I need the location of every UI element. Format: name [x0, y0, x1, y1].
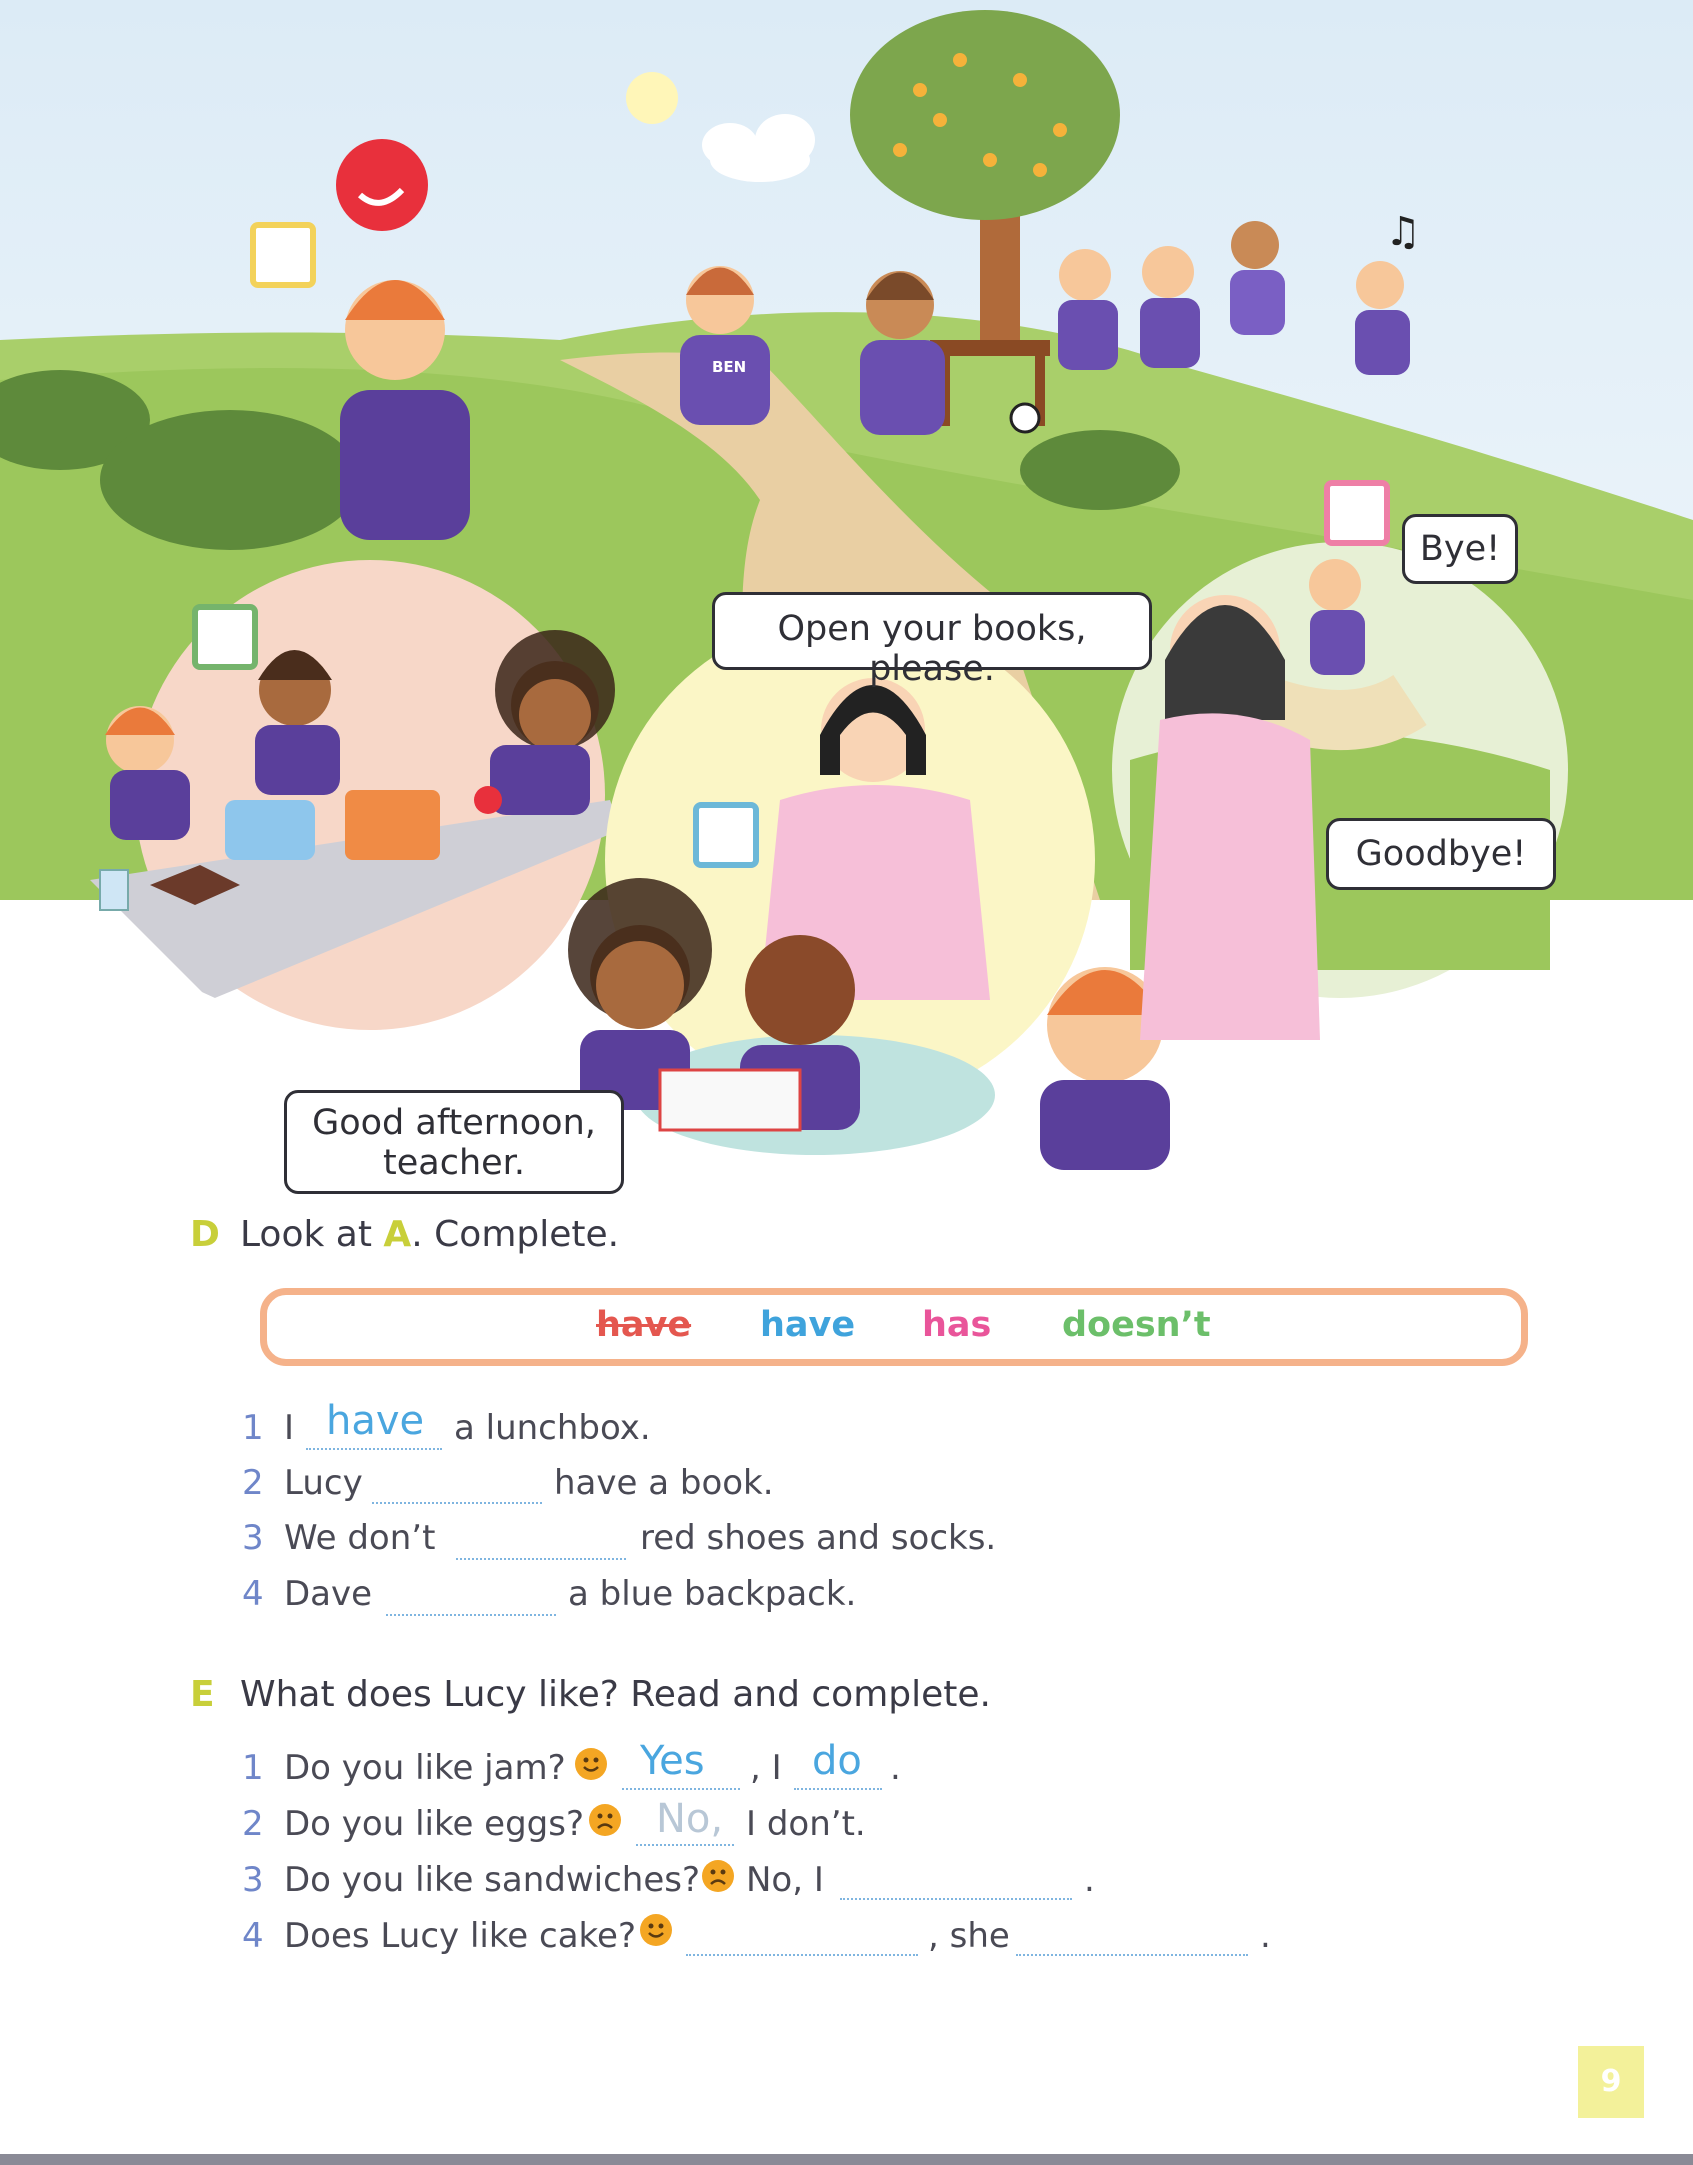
item-text-before: I [284, 1408, 295, 1448]
checkbox-pink[interactable] [1324, 480, 1390, 546]
checkbox-green[interactable] [192, 604, 258, 670]
goodbye-circle [1112, 542, 1568, 1040]
answer-end-text: . [1260, 1916, 1271, 1956]
answer-blank[interactable] [840, 1896, 1072, 1900]
exercise-d-title-end: . Complete. [411, 1214, 620, 1255]
item-number: 3 [242, 1860, 264, 1900]
lunchbox-blue [225, 800, 315, 860]
bubble-text-line1: Good afternoon, [312, 1103, 596, 1143]
word-bank-item-crossed: have [596, 1305, 692, 1345]
happy-face-icon [575, 1748, 607, 1780]
answer-filled: Yes [640, 1738, 705, 1784]
question-text: Do you like eggs? [284, 1804, 585, 1844]
bubble-text: Bye! [1419, 529, 1501, 569]
item-text-after: red shoes and socks. [640, 1518, 997, 1558]
bubble-text-line2: teacher. [383, 1143, 525, 1183]
answer-blank[interactable] [1016, 1952, 1248, 1956]
item-text-after: a blue backpack. [568, 1574, 857, 1614]
speech-bubble-good-afternoon [284, 1090, 624, 1194]
answer-mid-text: I don’t. [746, 1804, 866, 1844]
exercise-d-title-ref: A [383, 1214, 412, 1255]
page-number-tab [1578, 2046, 1644, 2118]
item-number: 1 [242, 1408, 264, 1448]
item-text-after: a lunchbox. [454, 1408, 651, 1448]
answer-filled: have [326, 1398, 425, 1444]
speech-bubble-goodbye [1326, 818, 1556, 890]
exercise-e-letter: E [190, 1674, 215, 1715]
item-text-after: have a book. [554, 1463, 774, 1503]
sun [626, 72, 678, 124]
word-bank-item-has: has [922, 1305, 992, 1345]
lunchbox-orange [345, 790, 440, 860]
item-number: 2 [242, 1463, 264, 1503]
word-bank-item-doesnt: doesn’t [1062, 1305, 1211, 1345]
item-number: 3 [242, 1518, 264, 1558]
answer-blank[interactable] [794, 1786, 882, 1790]
item-number: 2 [242, 1804, 264, 1844]
answer-blank[interactable] [636, 1842, 734, 1846]
checkbox-yellow[interactable] [250, 222, 316, 288]
question-text: Does Lucy like cake? [284, 1916, 637, 1956]
question-text: Do you like sandwiches? [284, 1860, 701, 1900]
answer-filled: No, [656, 1796, 724, 1842]
exercise-d-title-start: Look at [240, 1214, 384, 1255]
item-number: 4 [242, 1574, 264, 1614]
exercise-d-letter: D [190, 1214, 220, 1255]
answer-mid-text: , she [928, 1916, 1010, 1956]
exercise-d-title [240, 1214, 619, 1255]
item-number: 4 [242, 1916, 264, 1956]
page-bottom-edge [0, 2154, 1693, 2165]
soccer-ball [1011, 404, 1039, 432]
item-text-before: Lucy [284, 1463, 363, 1503]
exercise-e-title: What does Lucy like? Read and complete. [240, 1674, 991, 1715]
item-number: 1 [242, 1748, 264, 1788]
answer-mid-text: , I [750, 1748, 782, 1788]
checkbox-blue[interactable] [693, 802, 759, 868]
answer-blank[interactable] [372, 1500, 542, 1504]
answer-blank[interactable] [622, 1786, 740, 1790]
item-text-before: Dave [284, 1574, 373, 1614]
red-ball [336, 139, 428, 231]
question-text: Do you like jam? [284, 1748, 566, 1788]
happy-face-icon [640, 1914, 672, 1946]
answer-blank[interactable] [456, 1556, 626, 1560]
speech-bubble-bye [1402, 514, 1518, 584]
answer-end-text: . [890, 1748, 901, 1788]
sad-face-icon [702, 1860, 734, 1892]
answer-blank[interactable] [686, 1952, 918, 1956]
item-text-before: We don’t [284, 1518, 436, 1558]
word-box [260, 1288, 1528, 1366]
answer-blank[interactable] [386, 1612, 556, 1616]
word-bank-item-have: have [760, 1305, 856, 1345]
answer-blank[interactable] [306, 1446, 442, 1450]
answer-mid-text: No, I [746, 1860, 824, 1900]
ben-shirt-label: BEN [712, 358, 747, 376]
page-number: 9 [1600, 2064, 1622, 2099]
tree-crown [850, 10, 1120, 220]
answer-filled: do [812, 1738, 862, 1784]
bubble-text: Open your books, please. [777, 609, 1087, 689]
sad-face-icon [589, 1804, 621, 1836]
bubble-text: Goodbye! [1355, 834, 1527, 874]
speech-bubble-open-books [712, 592, 1152, 689]
svg-text:♫: ♫ [1385, 209, 1421, 255]
answer-end-text: . [1084, 1860, 1095, 1900]
